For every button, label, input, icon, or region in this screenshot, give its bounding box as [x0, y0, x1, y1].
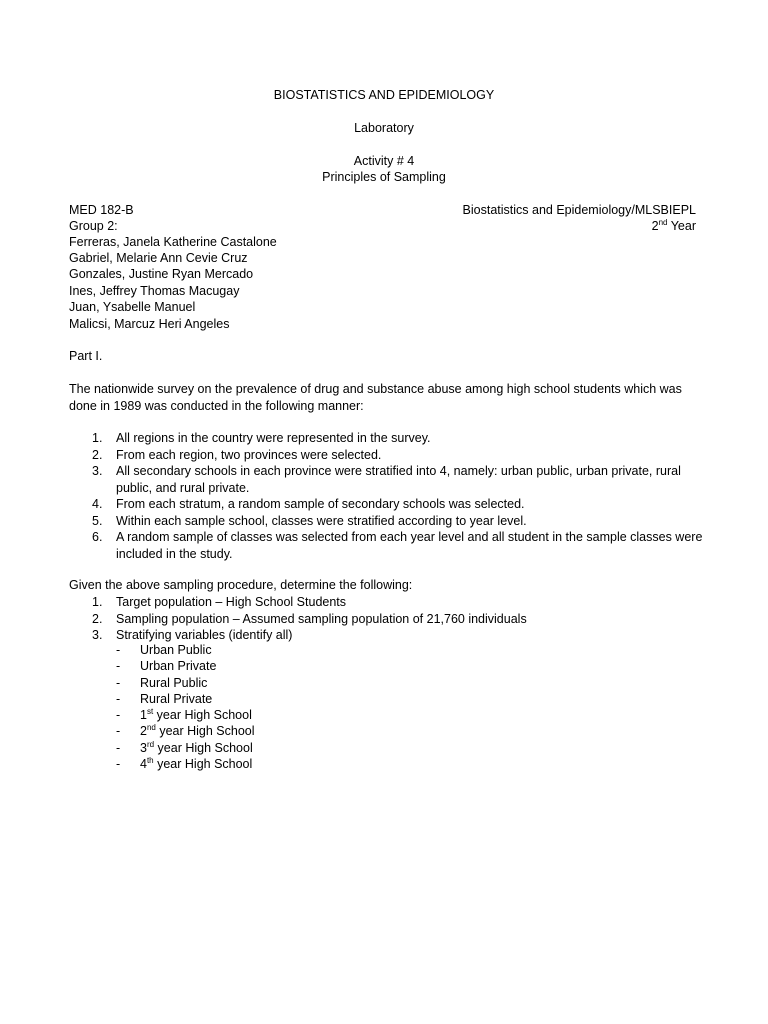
procedure-list [69, 430, 709, 562]
course-code: Biostatistics and Epidemiology/MLSBIEPL [462, 203, 696, 217]
dash-bullet: - [116, 757, 121, 772]
list-item [69, 529, 709, 562]
activity-topic: Principles of Sampling [322, 170, 446, 184]
stratifying-variables-list [69, 642, 255, 772]
list-text: year High School [153, 708, 252, 723]
year-number: 2 [651, 219, 659, 233]
list-item [69, 740, 255, 756]
dash-bullet: - [116, 724, 121, 739]
list-text: From each stratum, a random sample of secondary schools was selected. [116, 497, 525, 511]
member-name: Gonzales, Justine Ryan Mercado [69, 267, 254, 281]
member-name: Ines, Jeffrey Thomas Macugay [69, 284, 240, 298]
list-item [69, 756, 255, 772]
list-number: 3. [92, 464, 103, 478]
document-type: Laboratory [354, 121, 414, 135]
list-item [69, 675, 255, 691]
list-number: 5. [92, 513, 103, 528]
group-label: Group 2: [69, 219, 118, 233]
list-item [69, 447, 709, 464]
ordinal-suffix: th [146, 756, 154, 766]
part-heading: Part I. [69, 349, 103, 363]
intro-paragraph: The nationwide survey on the prevalence of drug and substance abuse among high school students which was done in 1989 was conducted in the following manner: [69, 382, 682, 413]
dash-bullet: - [116, 643, 121, 657]
list-text: Rural Private [140, 691, 213, 706]
ordinal-suffix: st [146, 707, 154, 717]
list-item [69, 723, 255, 739]
ordinal-number: 3 [140, 740, 147, 755]
list-number: 1. [92, 431, 103, 445]
list-text: Rural Public [140, 675, 208, 690]
list-number: 6. [92, 530, 103, 544]
list-text: A random sample of classes was selected from each year level and all student in the sample classes were included in the study. [116, 530, 703, 561]
list-item [69, 513, 709, 530]
ordinal-number: 2 [140, 724, 147, 739]
year-word: Year [667, 219, 696, 233]
list-number: 1. [92, 595, 103, 609]
list-text: All regions in the country were represented in the survey. [116, 431, 431, 445]
list-item [69, 707, 255, 723]
activity-number: Activity # 4 [353, 154, 415, 168]
dash-bullet: - [116, 659, 121, 674]
member-name: Gabriel, Melarie Ann Cevie Cruz [69, 251, 248, 265]
member-name: Ferreras, Janela Katherine Castalone [69, 235, 277, 249]
list-text: Urban Public [140, 643, 212, 657]
list-text: All secondary schools in each province were stratified into 4, namely: urban public, urban private, rural public, and rural private. [116, 464, 681, 495]
list-number: 2. [92, 611, 103, 626]
ordinal-number: 4 [140, 757, 147, 772]
list-number: 2. [92, 447, 103, 462]
list-item [69, 496, 709, 513]
list-item [69, 594, 709, 611]
list-number: 3. [92, 628, 103, 642]
year-suffix: nd [658, 218, 668, 227]
list-text: Within each sample school, classes were stratified according to year level. [116, 513, 527, 528]
list-text: year High School [153, 757, 253, 772]
ordinal-suffix: nd [146, 723, 156, 733]
list-text: Urban Private [140, 659, 217, 674]
dash-bullet: - [116, 740, 121, 755]
member-name: Malicsi, Marcuz Heri Angeles [69, 317, 230, 331]
list-number: 4. [92, 497, 103, 511]
list-text: From each region, two provinces were selected. [116, 447, 382, 462]
ordinal-suffix: rd [146, 739, 155, 749]
list-item [69, 691, 255, 707]
year-level [652, 218, 696, 235]
ordinal-number: 1 [140, 708, 147, 723]
list-item [69, 642, 255, 658]
answer-list [69, 594, 709, 644]
section-code: MED 182-B [69, 203, 134, 217]
question-prompt: Given the above sampling procedure, determine the following: [69, 578, 413, 592]
member-name: Juan, Ysabelle Manuel [69, 300, 196, 314]
list-text: Target population – High School Students [116, 595, 347, 609]
list-item [69, 658, 255, 674]
list-text: year High School [154, 740, 253, 755]
course-title: BIOSTATISTICS AND EPIDEMIOLOGY [273, 88, 495, 102]
list-text: Sampling population – Assumed sampling population of 21,760 individuals [116, 611, 527, 626]
list-text: Stratifying variables (identify all) [116, 628, 293, 642]
dash-bullet: - [116, 708, 121, 723]
dash-bullet: - [116, 675, 121, 690]
dash-bullet: - [116, 691, 121, 706]
list-item [69, 463, 709, 496]
list-item [69, 611, 709, 628]
list-item [69, 430, 709, 447]
list-text: year High School [155, 724, 255, 739]
